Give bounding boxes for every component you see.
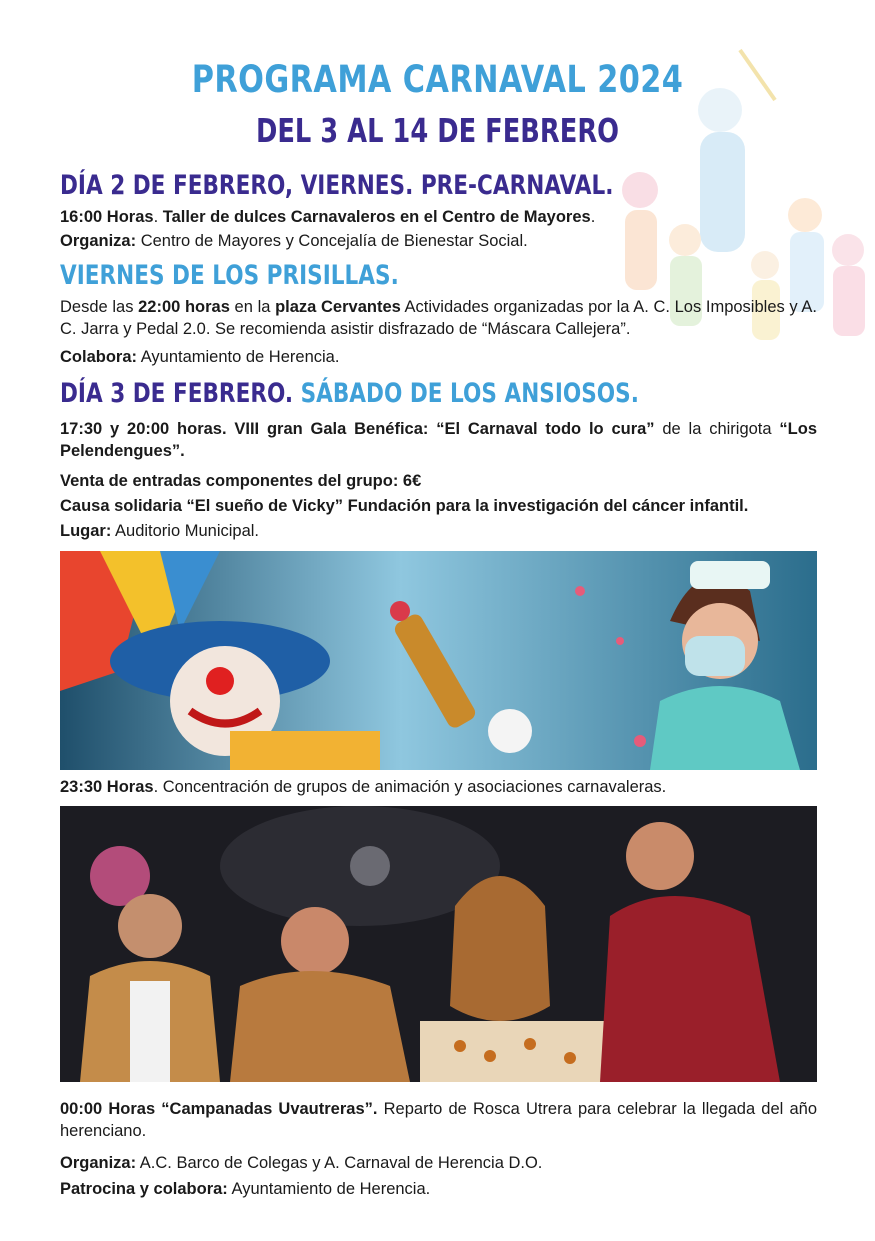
time-label: 22:00 horas <box>138 298 230 316</box>
organiza-line <box>60 230 817 252</box>
concentracion-text: . Concentración de grupos de animación y asociaciones carnavaleras. <box>153 778 667 796</box>
text: en la <box>229 298 276 316</box>
text: de la chirigota <box>654 420 780 438</box>
taller-line <box>60 206 817 228</box>
section-heading-prisillas: VIERNES DE LOS PRISILLAS. <box>60 260 399 291</box>
gala-paragraph <box>60 418 817 462</box>
organiza-text: A.C. Barco de Colegas y A. Carnaval de Herencia D.O. <box>136 1154 543 1172</box>
time-label: 23:30 Horas <box>60 778 154 796</box>
text: Desde las <box>60 298 139 316</box>
solidarity-line: Causa solidaria “El sueño de Vicky” Fundación para la investigación del cáncer infantil. <box>60 497 749 515</box>
lugar-text: Auditorio Municipal. <box>111 522 260 540</box>
text: Actividades organizadas por la A. C. Los Imposibles y A. C. Jarra y Pedal 2.0. Se recomienda asistir disfrazado de “Máscara Callejera”. <box>60 298 817 338</box>
patrocina-label: Patrocina y colabora: <box>60 1180 228 1198</box>
organiza-label: Organiza: <box>60 1154 137 1172</box>
tickets-line: Venta de entradas componentes del grupo: 6€ <box>60 472 422 490</box>
concentracion-line <box>60 776 817 798</box>
chirigota-name: “Los Pelendengues”. <box>60 420 817 460</box>
prisillas-paragraph <box>60 296 817 340</box>
program-title: PROGRAMA CARNAVAL 2024 <box>191 58 684 101</box>
place-label: plaza Cervantes <box>275 298 401 316</box>
clown-nurse-image <box>60 551 817 770</box>
lugar-label: Lugar: <box>60 522 112 540</box>
organiza-text: Centro de Mayores y Concejalía de Bienestar Social. <box>136 232 528 250</box>
heading-date: DÍA 3 DE FEBRERO. <box>60 378 294 409</box>
time-label: 16:00 Horas <box>60 208 154 226</box>
colabora-text: Ayuntamiento de Herencia. <box>137 348 340 366</box>
colabora-line <box>60 346 817 368</box>
patrocina-text: Ayuntamiento de Herencia. <box>227 1180 431 1198</box>
organiza-label: Organiza: <box>60 232 137 250</box>
program-dates: DEL 3 AL 14 DE FEBRERO <box>255 111 620 150</box>
event-label: Taller de dulces Carnavaleros en el Centro de Mayores <box>162 208 591 226</box>
lugar-line <box>60 520 817 542</box>
organiza-line-2 <box>60 1152 817 1174</box>
crowd-photo <box>60 806 817 1082</box>
text: . <box>590 208 596 226</box>
text: Reparto de Rosca Utrera para celebrar la llegada del año herenciano. <box>60 1100 817 1140</box>
colabora-label: Colabora: <box>60 348 138 366</box>
heading-name: SÁBADO DE LOS ANSIOSOS. <box>293 378 639 409</box>
campanadas-label: 00:00 Horas “Campanadas Uvautreras”. <box>60 1100 378 1118</box>
text: . <box>153 208 163 226</box>
gala-label: 17:30 y 20:00 horas. VIII gran Gala Benéfica: “El Carnaval todo lo cura” <box>60 420 655 438</box>
section-heading-pre-carnaval: DÍA 2 DE FEBRERO, VIERNES. PRE-CARNAVAL. <box>60 170 614 201</box>
section-heading-ansiosos <box>60 378 639 409</box>
patrocina-line <box>60 1178 817 1200</box>
campanadas-paragraph <box>60 1098 817 1142</box>
